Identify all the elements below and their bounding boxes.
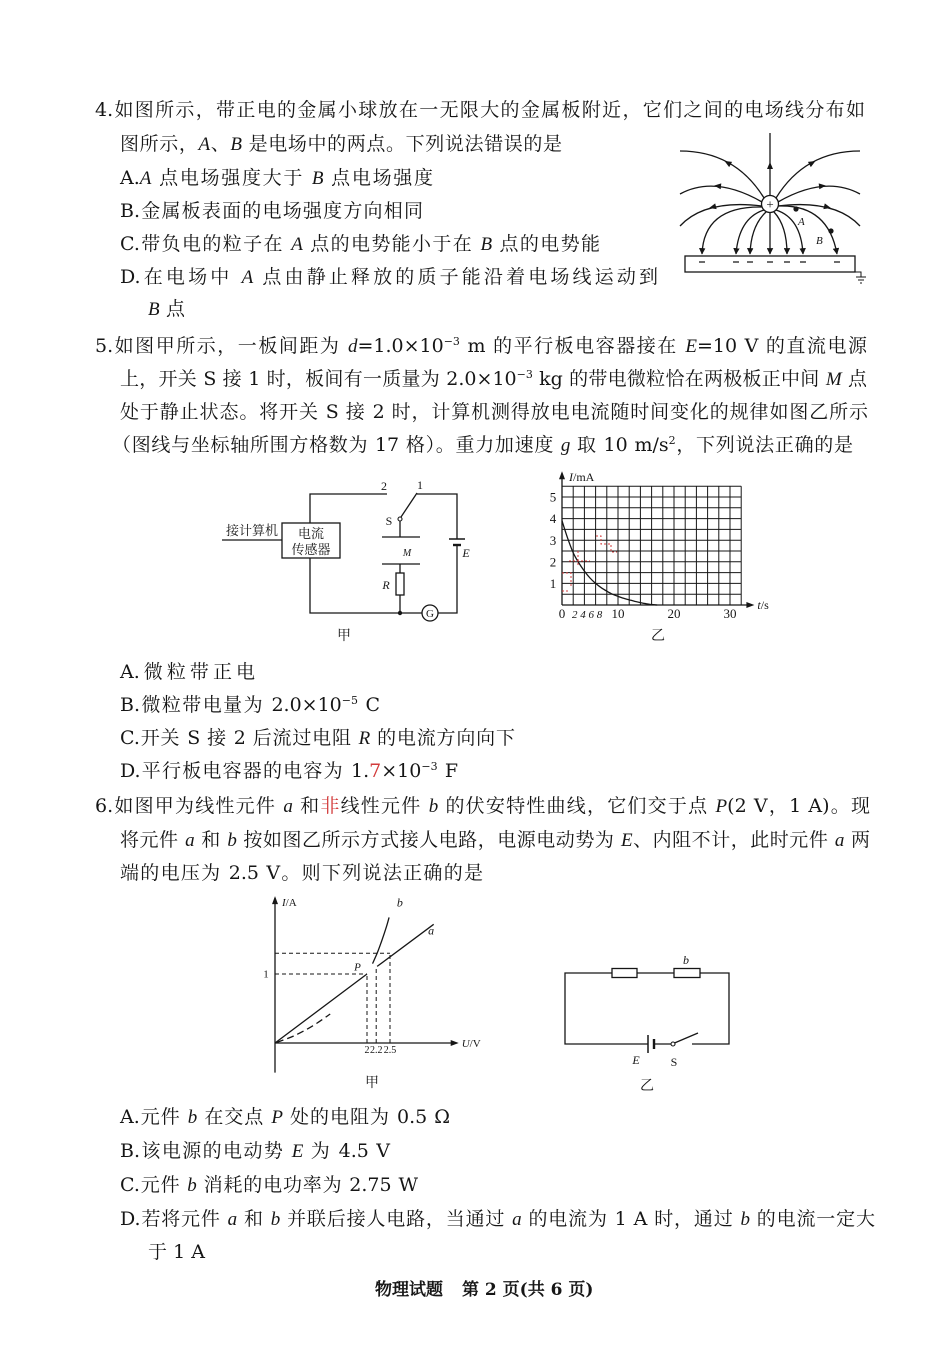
q5-circuit-jia [222, 478, 470, 644]
q4-stem-line-1 [95, 98, 865, 122]
x-tick-label: 30 [723, 606, 737, 621]
y-tick-label: 2 [549, 554, 557, 570]
q5-stem-line-1 [95, 334, 867, 358]
figure-caption-jia-q6: 甲 [365, 1076, 379, 1091]
y-axis-arrow-icon [559, 471, 565, 479]
point-b-marker [828, 228, 833, 233]
option-label: A. [120, 1106, 140, 1128]
stem-text: 处于静止状态。将开关 S 接 2 时，计算机测得放电电流随时间变化的规律如图乙所示 [120, 401, 868, 423]
q6-stem-line-2 [120, 828, 870, 852]
footer-subject: 物理试题 [375, 1280, 443, 1300]
option-text: 微粒带正电 [139, 661, 255, 683]
figure-caption-yi-q6: 乙 [640, 1079, 654, 1094]
option-text: 于 1 A [148, 1241, 205, 1263]
option-text: 元件 b 在交点 P 处的电阻为 0.5 Ω [139, 1106, 450, 1128]
series-label: b [396, 895, 403, 910]
option-label: C. [120, 233, 140, 255]
q5-option-a [120, 660, 255, 684]
x-axis-arrow-icon [451, 1040, 459, 1046]
stem-text: 将元件 a 和 b 按如图乙所示方式接人电路，电源电动势为 E、内阻不计，此时元件 a 两 [120, 829, 870, 851]
q5-current-time-chart [550, 470, 769, 621]
element-b-label: b [683, 953, 689, 967]
contact-1-label: 1 [417, 478, 423, 492]
junction-dot [398, 611, 402, 615]
element-a-icon [612, 969, 637, 978]
q4-option-d-continuation [148, 297, 185, 321]
axis-label: I/A [282, 897, 297, 910]
option-text: 开关 S 接 2 后流过电阻 R 的电流方向向下 [139, 727, 515, 749]
option-label: B. [120, 694, 141, 716]
resistor-icon [396, 573, 404, 595]
q4-option-a [120, 166, 433, 190]
x-tick-label: 2.2 [369, 1045, 383, 1056]
option-label: B. [120, 1140, 141, 1162]
q5-stem-line-2 [120, 367, 867, 391]
x-tick-label: 2 [364, 1045, 370, 1056]
y-axis-arrow-icon [272, 896, 278, 904]
option-text: 在电场中 A 点由静止释放的质子能沿着电场线运动到 [140, 266, 658, 288]
option-label: D. [120, 760, 141, 782]
source-label: E [632, 1053, 640, 1067]
switch-label: S [385, 514, 393, 528]
metal-plate [685, 256, 855, 272]
axis-label: t/s [757, 598, 769, 612]
capacitor-plates [382, 537, 420, 564]
x-axis-arrow-icon [746, 602, 754, 608]
battery-icon [648, 1035, 654, 1053]
question-number: 5. [95, 335, 114, 357]
q5-option-c [120, 726, 515, 750]
q6-option-a [120, 1105, 450, 1129]
point-a-marker [793, 206, 798, 211]
q6-iv-chart [263, 895, 480, 1072]
option-text: B 点 [148, 298, 185, 320]
figure-caption-yi: 乙 [651, 629, 665, 644]
battery-icon [449, 539, 465, 545]
y-tick-label: 4 [549, 511, 557, 527]
switch-pivot [671, 1042, 675, 1046]
sensor-label-2: 传感器 [291, 542, 331, 557]
x-tick-label: 0 [558, 606, 566, 621]
resistor-label: R [382, 578, 390, 592]
option-label: D. [120, 266, 141, 288]
question-number: 6. [95, 795, 114, 817]
q6-option-c [120, 1173, 418, 1197]
q4-option-c [120, 232, 600, 256]
question-number: 4. [95, 99, 114, 121]
stem-text: 如图甲为线性元件 a 和非线性元件 b 的伏安特性曲线，它们交于点 P(2 V，1 A)。现 [113, 795, 870, 817]
contact-2-label: 2 [381, 479, 387, 493]
computer-label: 接计算机 [225, 523, 279, 538]
point-label: P [354, 961, 361, 974]
q6-stem-line-3 [120, 861, 483, 885]
handwritten-marks [562, 536, 617, 621]
option-text: 微粒带电量为 $2.0\times 10^{-5}$ C [140, 694, 381, 716]
series-label: a [428, 923, 435, 938]
stem-text: 如图甲所示，一板间距为 $d=1.0\times 10^{-3}$ m 的平行板电容器接在 E=10 V 的直流电源 [113, 335, 868, 357]
circuit-wires [565, 973, 729, 1044]
footer-page-number: 第 2 页(共 6 页) [462, 1280, 594, 1300]
option-label: A. [120, 167, 140, 189]
point-b-label: B [816, 235, 823, 247]
ground-icon [855, 272, 866, 283]
q6-option-b [120, 1139, 390, 1163]
y-tick-label: 3 [549, 532, 557, 548]
q4-field-line-diagram [680, 133, 866, 283]
x-tick-label: 2.5 [383, 1045, 397, 1056]
series-curve-I(t) [562, 521, 657, 605]
option-text: 该电源的电动势 E 为 4.5 V [140, 1140, 390, 1162]
q6-stem-line-1 [95, 794, 870, 818]
particle-label: M [402, 548, 412, 559]
y-tick-label: 5 [549, 489, 557, 505]
point-a-label: A [798, 216, 805, 228]
chart-grid [562, 486, 741, 605]
stem-text: 上，开关 S 接 1 时，板间有一质量为 $2.0\times 10^{-3}$ kg 的带电微粒恰在两极板正中间 M 点 [120, 368, 867, 390]
option-label: C. [120, 727, 140, 749]
option-text: 带负电的粒子在 A 点的电势能小于在 B 点的电势能 [139, 233, 600, 255]
y-tick-label: 1 [549, 575, 557, 591]
element-b-icon [674, 969, 700, 978]
handwritten-x-annotation: 2 4 6 8 [572, 609, 603, 621]
galvanometer-label: G [426, 608, 434, 620]
axis-label: U/V [461, 1038, 481, 1050]
sensor-label-1: 电流 [297, 526, 325, 541]
q4-stem-line-2 [120, 132, 562, 156]
option-label: D. [120, 1208, 141, 1230]
charge-sign: + [766, 196, 774, 212]
x-tick-label: 10 [611, 606, 625, 621]
option-label: B. [120, 200, 141, 222]
option-text: A 点电场强度大于 B 点电场强度 [139, 167, 433, 189]
q6-option-d-continuation [148, 1240, 205, 1264]
stem-text: 图所示，A、B 是电场中的两点。下列说法错误的是 [120, 133, 562, 155]
option-label: A. [120, 661, 140, 683]
stem-text: 端的电压为 2.5 V。则下列说法正确的是 [120, 862, 483, 884]
stem-text: （图线与坐标轴所围方格数为 17 格）。重力加速度 g 取 10 $m/s^2$，下列说法正确的是 [112, 434, 854, 456]
series-curve-a [275, 974, 367, 1043]
option-text: 平行板电容器的电容为 $1.7\times 10^{-3}$ F [140, 760, 458, 782]
figure-caption-jia: 甲 [337, 629, 351, 644]
source-label: E [462, 546, 470, 560]
q4-option-b [120, 199, 423, 223]
option-text: 若将元件 a 和 b 并联后接人电路，当通过 a 的电流为 1 A 时，通过 b 的电流一定大 [140, 1208, 875, 1230]
option-text: 金属板表面的电场强度方向相同 [140, 200, 423, 222]
q6-option-d [120, 1207, 875, 1231]
series-curve-b [373, 917, 390, 963]
series-curve-b [277, 1014, 330, 1042]
axis-label: I/mA [569, 470, 595, 485]
switch-pivot [398, 517, 402, 521]
q5-stem-line-3 [120, 400, 868, 424]
q6-circuit-yi [565, 953, 729, 1094]
switch-label: S [670, 1055, 678, 1069]
q5-option-d [120, 759, 458, 783]
option-text: 元件 b 消耗的电功率为 2.75 W [139, 1174, 418, 1196]
field-lines [680, 133, 860, 254]
q5-stem-line-4 [112, 433, 853, 457]
q4-option-d [120, 265, 658, 289]
q5-option-b [120, 693, 380, 717]
option-label: C. [120, 1174, 140, 1196]
y-tick-label: 1 [263, 968, 269, 981]
x-tick-label: 20 [667, 606, 681, 621]
stem-text: 如图所示，带正电的金属小球放在一无限大的金属板附近，它们之间的电场线分布如 [113, 99, 865, 121]
